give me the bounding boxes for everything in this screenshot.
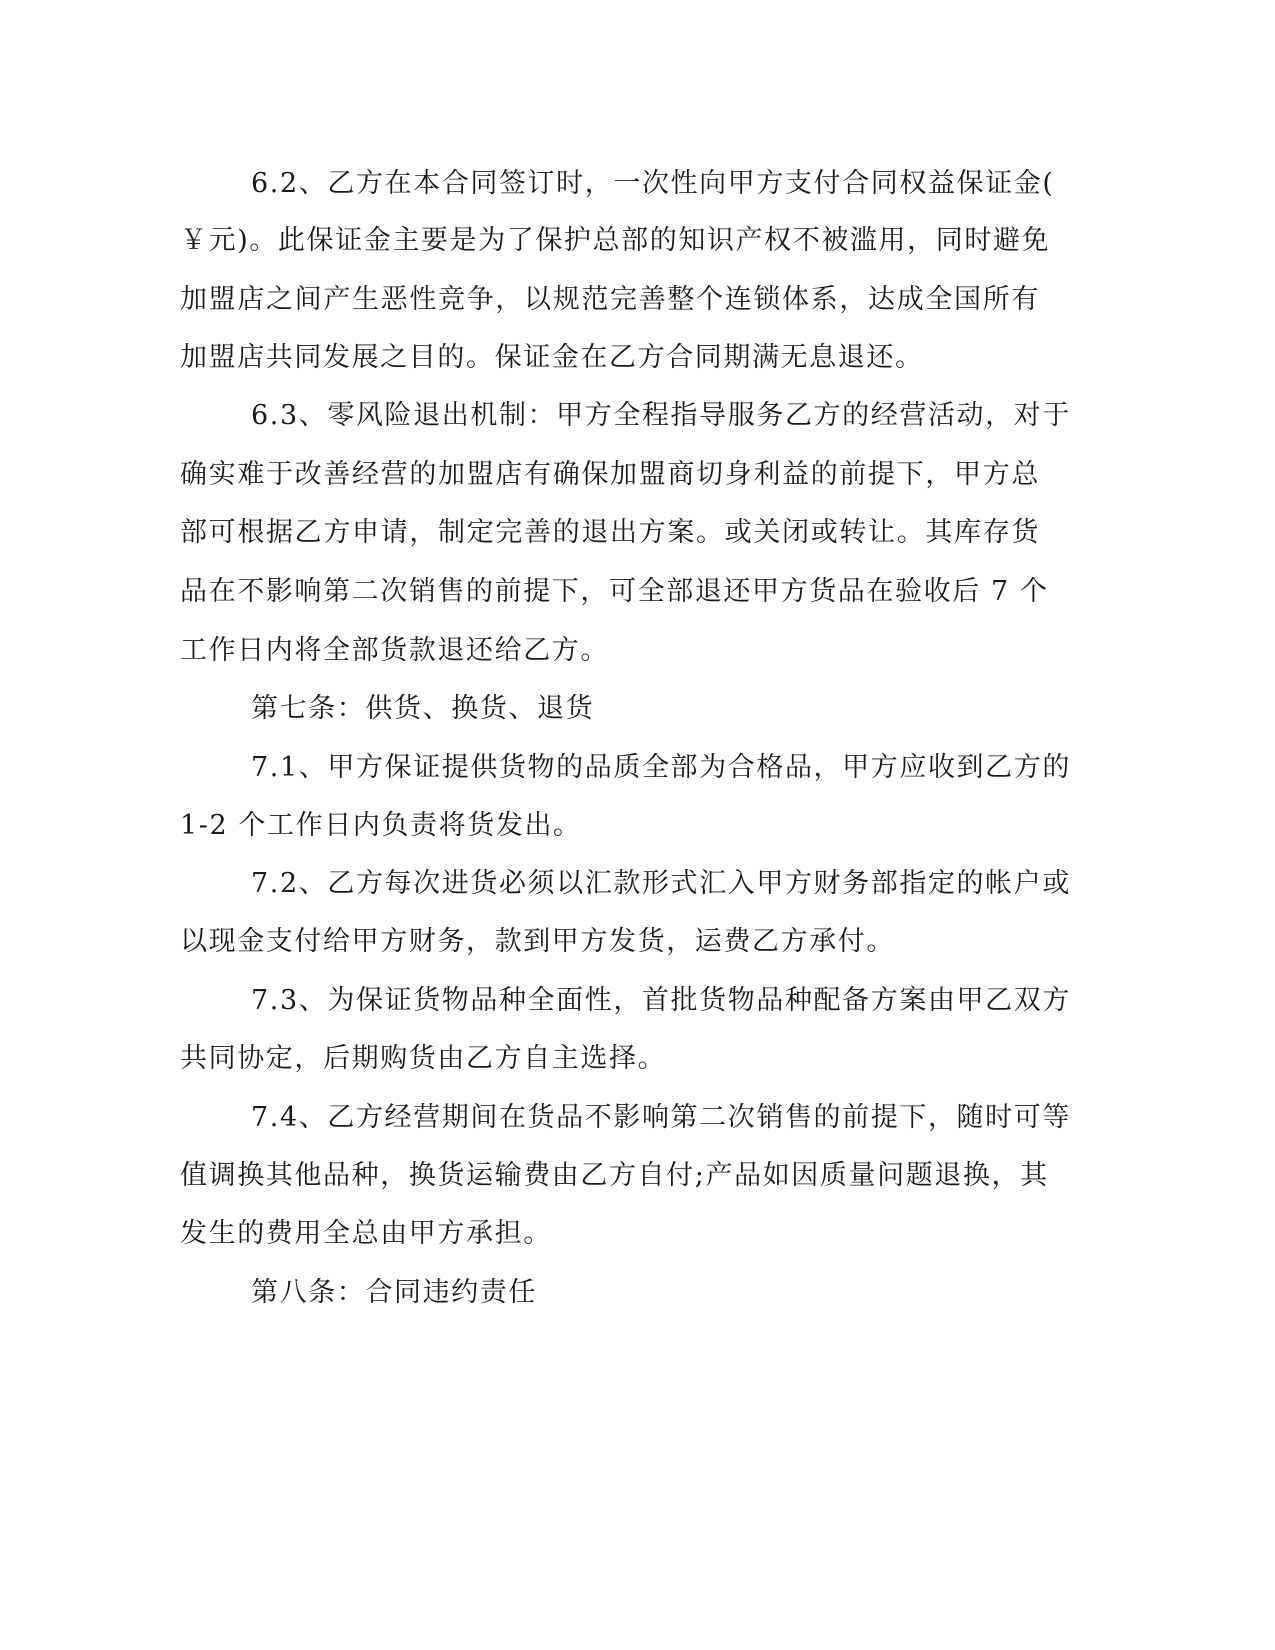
text-line: 加盟店之间产生恶性竞争，以规范完善整个连锁体系，达成全国所有 — [180, 284, 1040, 315]
text-line: 发生的费用全总由甲方承担。 — [180, 1218, 552, 1249]
text-line: 加盟店共同发展之目的。保证金在乙方合同期满无息退还。 — [180, 342, 924, 373]
text-line: 6.3、零风险退出机制：甲方全程指导服务乙方的经营活动，对于 — [251, 400, 1071, 431]
section-heading: 第七条：供货、换货、退货 — [251, 693, 595, 724]
text-line: 以现金支付给甲方财务，款到甲方发货，运费乙方承付。 — [180, 926, 895, 957]
text-line: 品在不影响第二次销售的前提下，可全部退还甲方货品在验收后 7 个 — [180, 576, 1049, 607]
text-line: 共同协定，后期购货由乙方自主选择。 — [180, 1043, 667, 1074]
section-heading: 第八条：合同违约责任 — [251, 1277, 537, 1308]
text-line: 7.3、为保证货物品种全面性，首批货物品种配备方案由甲乙双方 — [251, 985, 1071, 1016]
text-line: 确实难于改善经营的加盟店有确保加盟商切身利益的前提下，甲方总 — [180, 459, 1040, 490]
text-line: 工作日内将全部货款退还给乙方。 — [180, 635, 609, 666]
text-line: 部可根据乙方申请，制定完善的退出方案。或关闭或转让。其库存货 — [180, 517, 1040, 548]
text-line: 1-2 个工作日内负责将货发出。 — [180, 810, 582, 841]
text-line: 6.2、乙方在本合同签订时，一次性向甲方支付合同权益保证金( — [251, 168, 1055, 199]
text-line: 7.4、乙方经营期间在货品不影响第二次销售的前提下，随时可等 — [251, 1102, 1071, 1133]
text-line: ￥元)。此保证金主要是为了保护总部的知识产权不被滥用，同时避免 — [180, 225, 1051, 256]
text-line: 7.1、甲方保证提供货物的品质全部为合格品，甲方应收到乙方的 — [251, 752, 1071, 783]
text-line: 7.2、乙方每次进货必须以汇款形式汇入甲方财务部指定的帐户或 — [251, 868, 1071, 899]
text-line: 值调换其他品种，换货运输费由乙方自付;产品如因质量问题退换，其 — [180, 1160, 1049, 1191]
